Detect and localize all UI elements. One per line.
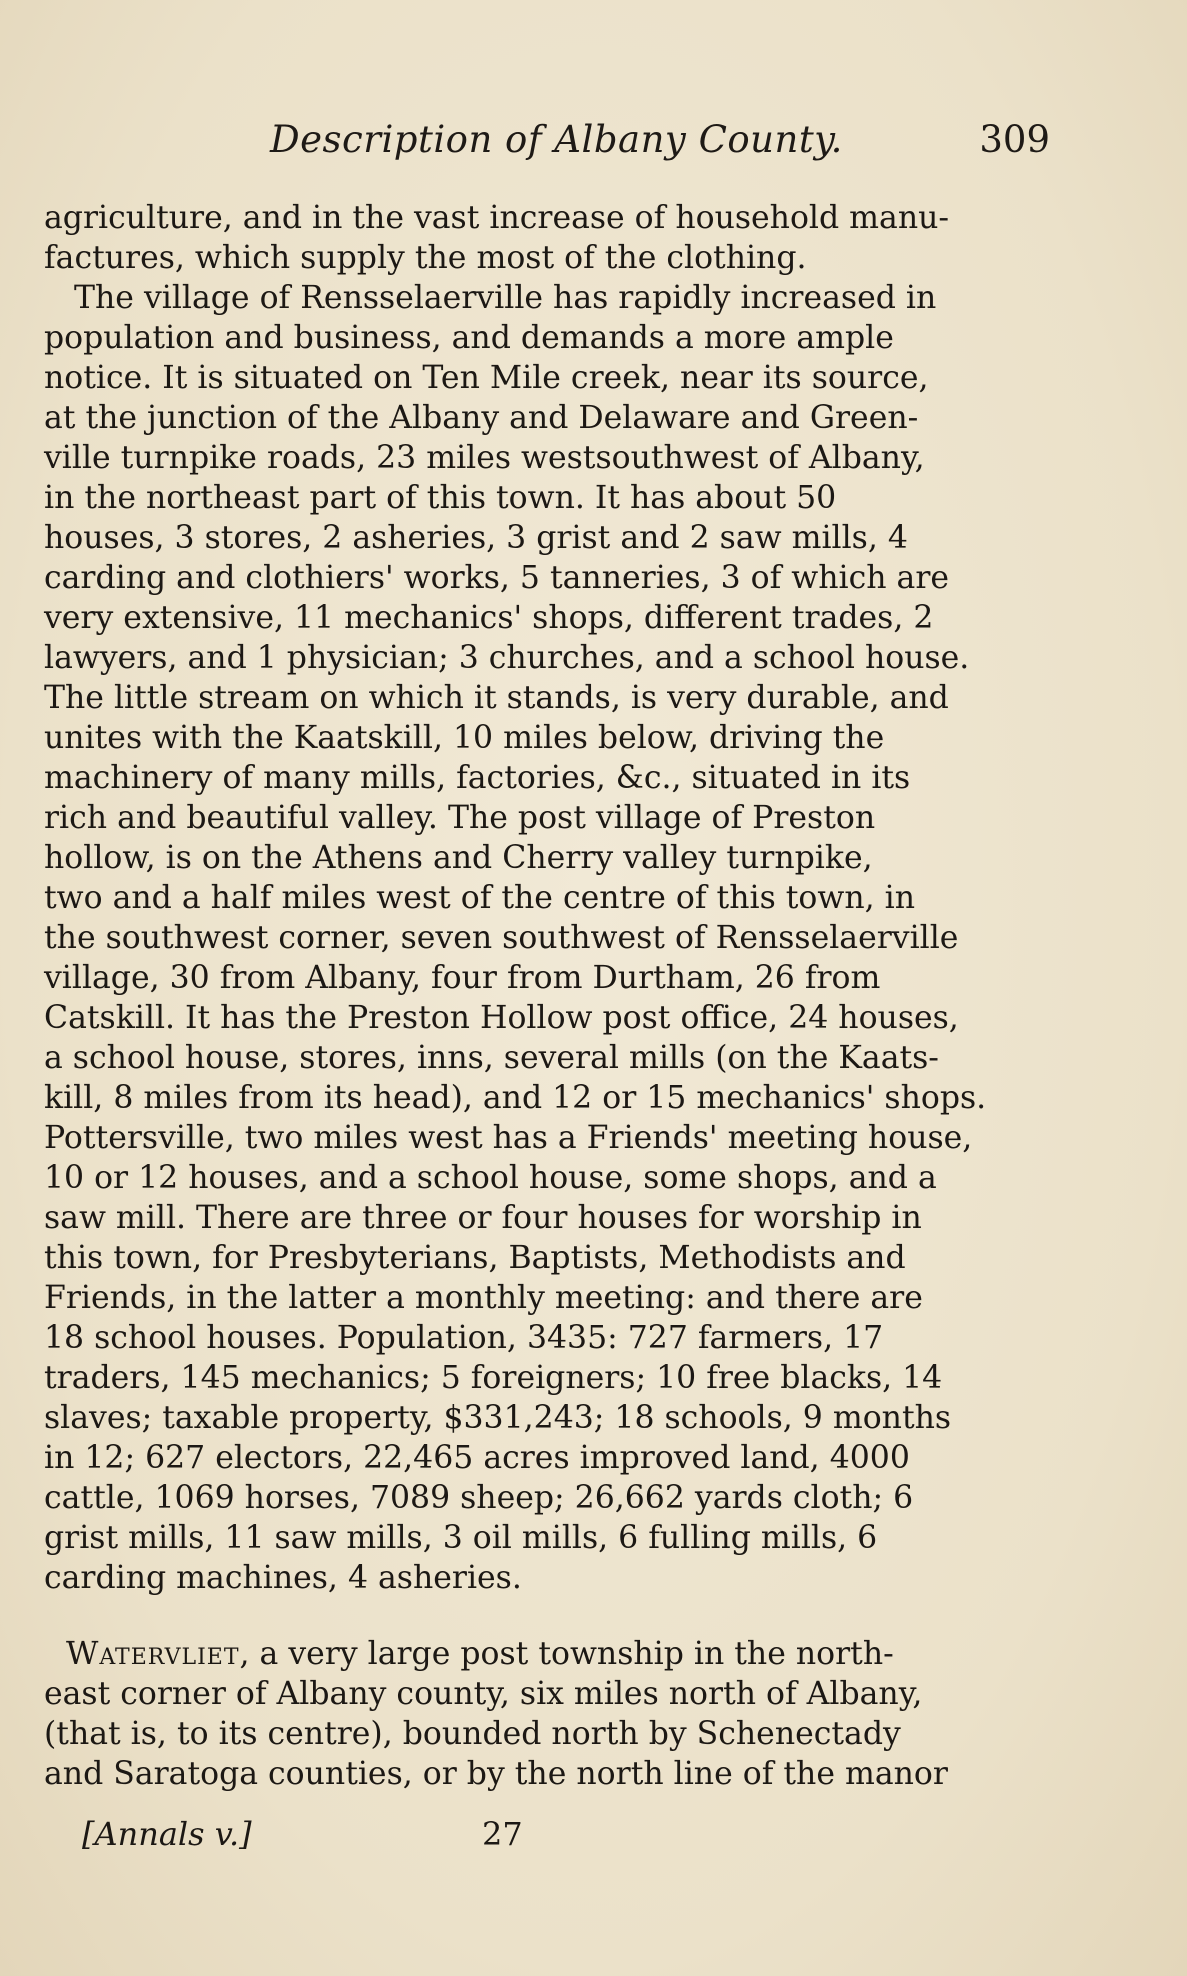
text-line: Friends, in the latter a monthly meeting: and there are <box>44 1280 923 1316</box>
text-line: the southwest corner, seven southwest of Rensselaerville <box>44 920 959 956</box>
text-line: The village of Rensselaerville has rapidly increased in <box>74 280 937 316</box>
running-header <box>270 118 1050 168</box>
text-line: village, 30 from Albany, four from Durtham, 26 from <box>44 960 881 996</box>
text-line: agriculture, and in the vast increase of household manu- <box>44 200 950 236</box>
text-line: (that is, to its centre), bounded north by Schenectady <box>44 1716 901 1752</box>
text-line: hollow, is on the Athens and Cherry valley turnpike, <box>44 840 873 876</box>
text-line: The little stream on which it stands, is very durable, and <box>44 680 949 716</box>
text-line: population and business, and demands a more ample <box>44 320 894 356</box>
body-text <box>44 198 1044 1794</box>
text-line: slaves; taxable property, $331,243; 18 schools, 9 months <box>44 1400 952 1436</box>
running-title: Description of Albany County. <box>270 118 843 161</box>
text-line: lawyers, and 1 physician; 3 churches, and a school house. <box>44 640 970 676</box>
text-line <box>44 1634 1044 1674</box>
text-line: ville turnpike roads, 23 miles westsouthwest of Albany, <box>44 440 925 476</box>
text-line: notice. It is situated on Ten Mile creek, near its source, <box>44 360 929 396</box>
signature-mark: [Annals v.] <box>82 1815 252 1853</box>
text-line: Pottersville, two miles west has a Friends' meeting house, <box>44 1120 973 1156</box>
text-line: at the junction of the Albany and Delaware and Green- <box>44 400 919 436</box>
paragraph-watervliet <box>44 1634 1044 1794</box>
page-number: 309 <box>979 118 1050 161</box>
text-line: this town, for Presbyterians, Baptists, Methodists and <box>44 1240 906 1276</box>
text-line: 18 school houses. Population, 3435: 727 farmers, 17 <box>44 1320 884 1356</box>
text-line: rich and beautiful valley. The post village of Preston <box>44 800 876 836</box>
text-line: two and a half miles west of the centre of this town, in <box>44 880 916 916</box>
text-line: Catskill. It has the Preston Hollow post office, 24 houses, <box>44 1000 959 1036</box>
text-line: grist mills, 11 saw mills, 3 oil mills, 6 fulling mills, 6 <box>44 1520 878 1556</box>
text-line: kill, 8 miles from its head), and 12 or 15 mechanics' shops. <box>44 1080 987 1116</box>
text-line: very extensive, 11 mechanics' shops, different trades, 2 <box>44 600 934 636</box>
paragraph-spacer <box>44 1598 1044 1634</box>
text-line: carding and clothiers' works, 5 tanneries, 3 of which are <box>44 560 950 596</box>
text-line: in the northeast part of this town. It has about 50 <box>44 480 837 516</box>
text-line: saw mill. There are three or four houses for worship in <box>44 1200 922 1236</box>
text-line: east corner of Albany county, six miles north of Albany, <box>44 1676 923 1712</box>
text-line: carding machines, 4 asheries. <box>44 1560 522 1596</box>
text-line: traders, 145 mechanics; 5 foreigners; 10 free blacks, 14 <box>44 1360 943 1396</box>
paragraph-continuation <box>44 198 1044 278</box>
page-footer <box>82 1815 682 1860</box>
text-line: a school house, stores, inns, several mills (on the Kaats- <box>44 1040 939 1076</box>
text-line: cattle, 1069 horses, 7089 sheep; 26,662 yards cloth; 6 <box>44 1480 914 1516</box>
text-line: and Saratoga counties, or by the north line of the manor <box>44 1756 948 1792</box>
sheet-number: 27 <box>482 1815 523 1853</box>
first-line-rest: , a very large post township in the north- <box>239 1636 894 1672</box>
text-line: 10 or 12 houses, and a school house, some shops, and a <box>44 1160 937 1196</box>
paragraph-rensselaerville <box>44 278 1044 1598</box>
text-line: factures, which supply the most of the clothing. <box>44 240 807 276</box>
text-line: in 12; 627 electors, 22,465 acres improved land, 4000 <box>44 1440 910 1476</box>
text-line: machinery of many mills, factories, &c., situated in its <box>44 760 911 796</box>
text-line: houses, 3 stores, 2 asheries, 3 grist and 2 saw mills, 4 <box>44 520 908 556</box>
text-line: unites with the Kaatskill, 10 miles below, driving the <box>44 720 885 756</box>
entry-heading: Watervliet <box>66 1636 240 1672</box>
